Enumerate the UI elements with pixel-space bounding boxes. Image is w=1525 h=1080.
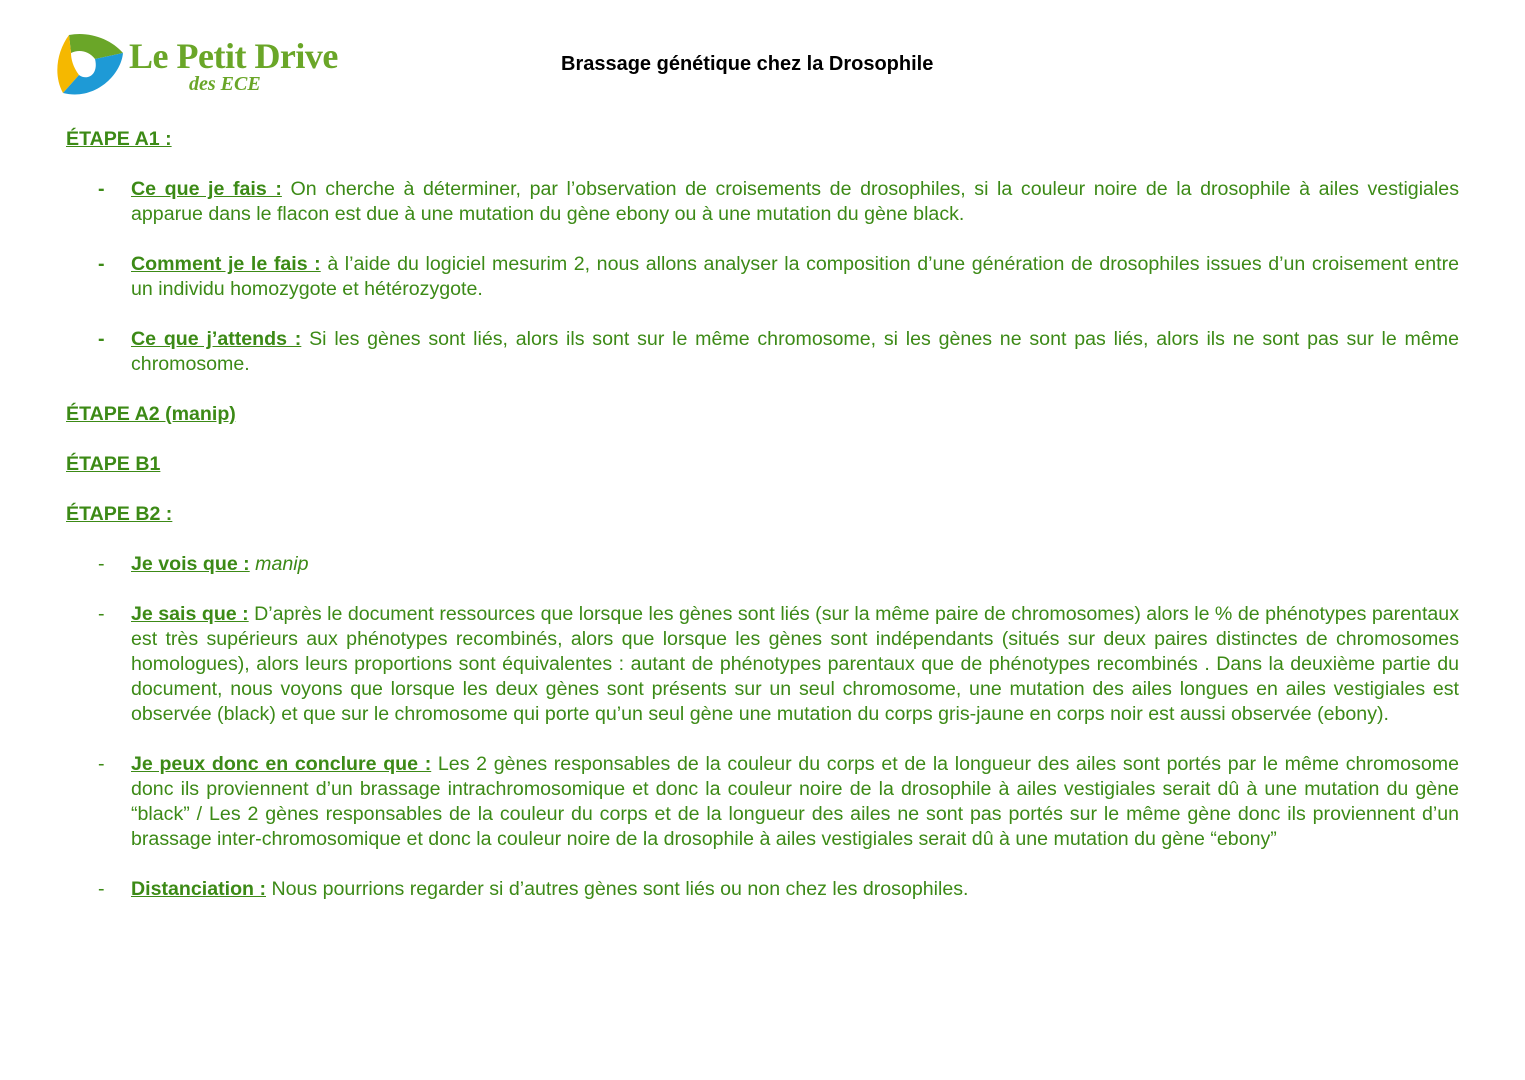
item-label: Distanciation : <box>131 878 266 900</box>
heading-etape-a1: ÉTAPE A1 : <box>66 128 172 150</box>
item-label: Ce que j’attends : <box>131 328 302 350</box>
item-text: Nous pourrions regarder si d’autres gènes sont liés ou non chez les drosophiles. <box>266 878 969 900</box>
item-label: Ce que je fais : <box>131 178 282 200</box>
heading-etape-a2: ÉTAPE A2 (manip) <box>66 403 236 425</box>
heading-etape-b1: ÉTAPE B1 <box>66 453 161 475</box>
list-item-je-vois-que <box>66 552 1459 577</box>
list-dash: - <box>98 553 105 575</box>
heading-etape-b2: ÉTAPE B2 : <box>66 503 173 525</box>
list-dash: - <box>98 878 105 900</box>
item-text: D’après le document ressources que lorsque les gènes sont liés (sur la même paire de chromosomes) alors le % de phénotypes parentaux est très supérieurs aux phénotypes recombinés, alors que lorsque les gènes sont indépendants (situés sur deux paires distinctes de chromosomes homologues), alors leurs proportions sont équivalentes : autant de phénotypes parentaux que de phénotypes recombinés . Dans la deuxième partie du document, nous voyons que lorsque les deux gènes sont présents sur un seul chromosome, une mutation des ailes longues en ailes vestigiales est observée (black) et que sur le chromosome qui porte qu’un seul gène une mutation du corps gris-jaune en corps noir est aussi observée (ebony). <box>131 603 1459 725</box>
document-body <box>66 127 1459 927</box>
logo <box>55 31 345 107</box>
item-label: Comment je le fais : <box>131 253 321 275</box>
list-item-je-peux-donc-en-conclure <box>66 752 1459 852</box>
list-dash: - <box>98 253 105 275</box>
list-item-ce-que-je-fais <box>66 177 1459 227</box>
list-dash: - <box>98 178 105 200</box>
item-text: à l’aide du logiciel mesurim 2, nous allons analyser la composition d’une génération de drosophiles issues d’un croisement entre un individu homozygote et hétérozygote. <box>131 253 1459 300</box>
logo-subtitle: des ECE <box>189 73 261 95</box>
item-text: Si les gènes sont liés, alors ils sont sur le même chromosome, si les gènes ne sont pas liés, alors ils ne sont pas sur le même chromosome. <box>131 328 1459 375</box>
document-title: Brassage génétique chez la Drosophile <box>561 53 934 75</box>
list-item-comment-je-le-fais <box>66 252 1459 302</box>
list-item-je-sais-que <box>66 602 1459 727</box>
item-label: Je sais que : <box>131 603 249 625</box>
list-dash: - <box>98 328 105 350</box>
list-dash: - <box>98 753 105 775</box>
list-dash: - <box>98 603 105 625</box>
logo-emblem-icon <box>55 31 125 103</box>
item-label: Je peux donc en conclure que : <box>131 753 432 775</box>
logo-title: Le Petit Drive <box>129 36 338 76</box>
item-text: Les 2 gènes responsables de la couleur du corps et de la longueur des ailes sont portés par le même chromosome donc ils proviennent d’un brassage intrachromosomique et donc la couleur noire de la drosophile à ailes vestigiales serait dû à une mutation du gène “black” / Les 2 gènes responsables de la couleur du corps et de la longueur des ailes ne sont pas portés sur le même gène donc ils proviennent d’un brassage inter-chromosomique et donc la couleur noire de la drosophile à ailes vestigiales serait dû à une mutation du gène “ebony” <box>131 753 1459 850</box>
item-text: On cherche à déterminer, par l’observation de croisements de drosophiles, si la couleur noire de la drosophile à ailes vestigiales apparue dans le flacon est due à une mutation du gène ebony ou à une mutation du gène black. <box>131 178 1459 225</box>
list-item-ce-que-j-attends <box>66 327 1459 377</box>
item-label: Je vois que : <box>131 553 250 575</box>
item-text: manip <box>249 553 309 575</box>
list-item-distanciation <box>66 877 1459 902</box>
